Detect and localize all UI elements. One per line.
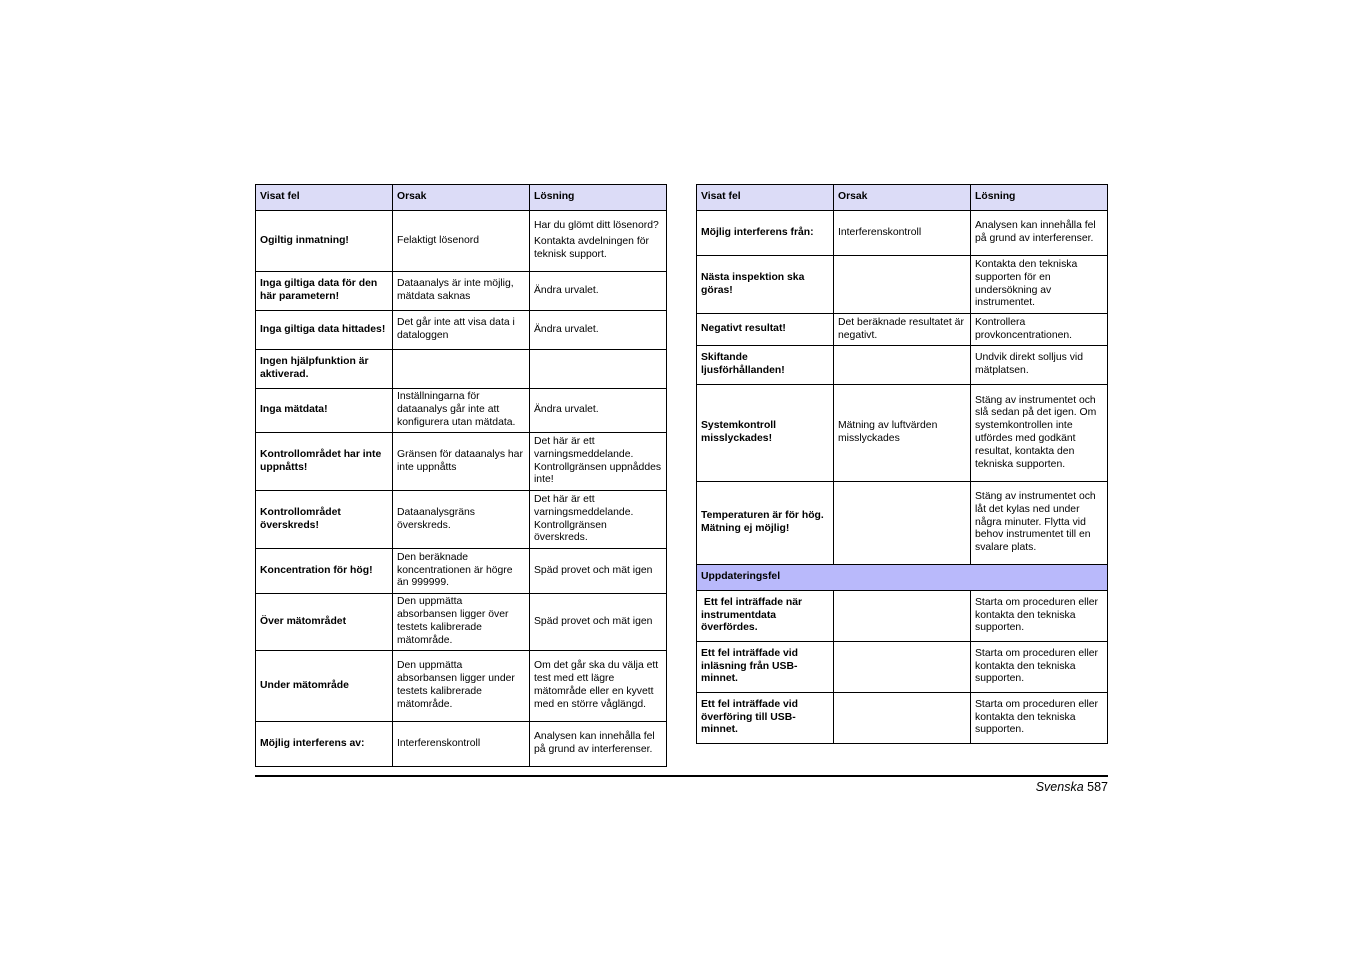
table-row xyxy=(256,722,667,767)
solution-cell: Om det går ska du välja ett test med ett lägre mätområde eller en kyvett med en större våglängd. xyxy=(530,651,667,722)
page-footer xyxy=(1036,780,1108,794)
cause-cell xyxy=(834,693,971,744)
table-row xyxy=(256,651,667,722)
table-header-row xyxy=(697,185,1108,211)
cause-cell: Mätning av luftvärden misslyckades xyxy=(834,385,971,482)
error-cell: Koncentration för hög! xyxy=(256,549,393,594)
table-row xyxy=(697,482,1108,565)
table-row xyxy=(697,256,1108,314)
error-cell: Nästa inspektion ska göras! xyxy=(697,256,834,314)
header-orsak: Orsak xyxy=(393,185,530,211)
error-cell: Skiftande ljusförhållanden! xyxy=(697,346,834,385)
table-row xyxy=(256,594,667,651)
error-cell xyxy=(697,482,834,565)
header-losning: Lösning xyxy=(530,185,667,211)
solution-cell: Kontakta den tekniska supporten för en undersökning av instrumentet. xyxy=(971,256,1108,314)
error-cell: Möjlig interferens av: xyxy=(256,722,393,767)
error-cell: Systemkontroll misslyckades! xyxy=(697,385,834,482)
table-row xyxy=(256,272,667,311)
solution-cell: Ändra urvalet. xyxy=(530,272,667,311)
cause-cell: Det beräknade resultatet är negativt. xyxy=(834,314,971,346)
cause-cell xyxy=(834,346,971,385)
table-header-row xyxy=(256,185,667,211)
solution-cell: Stäng av instrumentet och låt det kylas ned under några minuter. Flytta vid behov instrumentet till en svalare plats. xyxy=(971,482,1108,565)
solution-cell: Ändra urvalet. xyxy=(530,311,667,350)
cause-cell: Interferenskontroll xyxy=(393,722,530,767)
header-losning: Lösning xyxy=(971,185,1108,211)
error-cell: Inga mätdata! xyxy=(256,389,393,433)
cause-cell: Felaktigt lösenord xyxy=(393,211,530,272)
solution-cell xyxy=(530,350,667,389)
cause-cell: Det går inte att visa data i dataloggen xyxy=(393,311,530,350)
error-cell: Ett fel inträffade vid inläsning från USB-minnet. xyxy=(697,642,834,693)
footer-language: Svenska xyxy=(1035,780,1084,794)
error-cell: Ett fel inträffade när instrumentdata överfördes. xyxy=(697,591,834,642)
cause-cell xyxy=(393,350,530,389)
cause-cell: Den uppmätta absorbansen ligger under testets kalibrerade mätområde. xyxy=(393,651,530,722)
table-row xyxy=(697,211,1108,256)
cause-cell: Dataanalysgräns överskreds. xyxy=(393,491,530,549)
header-visat-fel: Visat fel xyxy=(256,185,393,211)
table-row xyxy=(697,385,1108,482)
header-visat-fel: Visat fel xyxy=(697,185,834,211)
solution-cell: Stäng av instrumentet och slå sedan på det igen. Om systemkontrollen inte utfördes med godkänt resultat, kontakta den tekniska supporten. xyxy=(971,385,1108,482)
cause-cell: Interferenskontroll xyxy=(834,211,971,256)
cause-cell: Den uppmätta absorbansen ligger över testets kalibrerade mätområde. xyxy=(393,594,530,651)
solution-cell: Späd provet och mät igen xyxy=(530,549,667,594)
solution-cell: Starta om proceduren eller kontakta den tekniska supporten. xyxy=(971,591,1108,642)
solution-cell: Starta om proceduren eller kontakta den tekniska supporten. xyxy=(971,693,1108,744)
cause-cell xyxy=(834,256,971,314)
error-cell: Över mätområdet xyxy=(256,594,393,651)
solution-cell: Kontrollera provkoncentrationen. xyxy=(971,314,1108,346)
error-line: Temperaturen är för hög. xyxy=(701,510,824,522)
error-cell: Kontrollområdet har inte uppnåtts! xyxy=(256,433,393,491)
error-cell: Inga giltiga data hittades! xyxy=(256,311,393,350)
table-row xyxy=(256,389,667,433)
header-orsak: Orsak xyxy=(834,185,971,211)
error-cell: Inga giltiga data för den här parametern! xyxy=(256,272,393,311)
error-cell: Under mätområde xyxy=(256,651,393,722)
solution-cell: Späd provet och mät igen xyxy=(530,594,667,651)
error-line: Mätning ej möjlig! xyxy=(701,523,790,534)
error-cell: Ett fel inträffade vid överföring till USB-minnet. xyxy=(697,693,834,744)
cause-cell xyxy=(834,482,971,565)
table-row xyxy=(697,591,1108,642)
table-row xyxy=(697,346,1108,385)
page-number: 587 xyxy=(1087,780,1108,794)
solution-cell: Starta om proceduren eller kontakta den tekniska supporten. xyxy=(971,642,1108,693)
table-row xyxy=(256,350,667,389)
error-cell: Möjlig interferens från: xyxy=(697,211,834,256)
cause-cell: Dataanalys är inte möjlig, mätdata saknas xyxy=(393,272,530,311)
footer-rule xyxy=(255,775,1108,777)
cause-cell: Gränsen för dataanalys har inte uppnåtts xyxy=(393,433,530,491)
error-cell: Negativt resultat! xyxy=(697,314,834,346)
table-row xyxy=(256,211,667,272)
section-title: Uppdateringsfel xyxy=(697,565,1108,591)
table-row xyxy=(697,693,1108,744)
solution-cell: Undvik direkt solljus vid mätplatsen. xyxy=(971,346,1108,385)
error-cell: Ingen hjälpfunktion är aktiverad. xyxy=(256,350,393,389)
solution-cell: Ändra urvalet. xyxy=(530,389,667,433)
section-header-row xyxy=(697,565,1108,591)
solution-cell: Analysen kan innehålla fel på grund av interferenser. xyxy=(971,211,1108,256)
error-cell: Kontrollområdet överskreds! xyxy=(256,491,393,549)
error-cell: Ogiltig inmatning! xyxy=(256,211,393,272)
solution-cell: Det här är ett varningsmeddelande. Kontrollgränsen uppnåddes inte! xyxy=(530,433,667,491)
table-row xyxy=(256,491,667,549)
error-table-right xyxy=(696,184,1108,744)
table-row xyxy=(697,314,1108,346)
solution-cell: Analysen kan innehålla fel på grund av interferenser. xyxy=(530,722,667,767)
cause-cell xyxy=(834,591,971,642)
table-row xyxy=(256,433,667,491)
cause-cell: Den beräknade koncentrationen är högre än 999999. xyxy=(393,549,530,594)
error-table-left xyxy=(255,184,667,767)
cause-cell: Inställningarna för dataanalys går inte att konfigurera utan mätdata. xyxy=(393,389,530,433)
solution-cell: Det här är ett varningsmeddelande. Kontrollgränsen överskreds. xyxy=(530,491,667,549)
table-row xyxy=(256,311,667,350)
table-row xyxy=(256,549,667,594)
table-row xyxy=(697,642,1108,693)
cause-cell xyxy=(834,642,971,693)
solution-cell: Har du glömt ditt lösenord? Kontakta avdelningen för teknisk support. xyxy=(530,211,667,272)
